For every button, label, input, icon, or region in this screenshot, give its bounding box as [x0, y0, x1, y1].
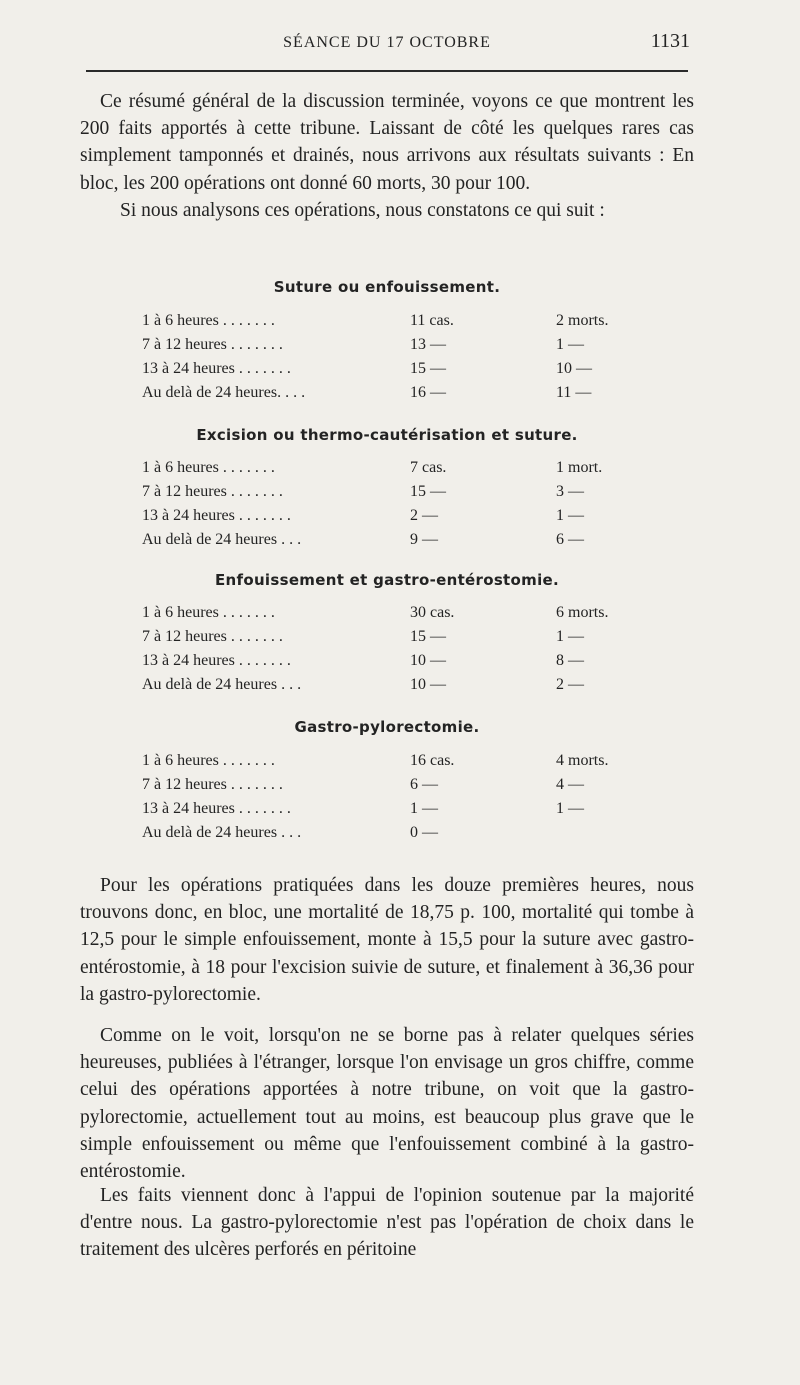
row-label: 7 à 12 heures . . . . . . . [142, 336, 283, 353]
row-label: 13 à 24 heures . . . . . . . [142, 507, 291, 524]
table-row [0, 504, 800, 528]
row-cases: 6 — [410, 776, 438, 793]
table-row [0, 673, 800, 697]
row-cases: 13 — [410, 336, 446, 353]
running-head [84, 28, 690, 58]
paragraph-comparison: Comme on le voit, lorsqu'on ne se borne pas à relater quelques séries heureuses, publiées à l'étranger, lorsque l'on envisage un gros chiffre, comme celui des opérations apportées à notre tribune, on voit que la gastro-pylorectomie, actuellement tout au moins, est beaucoup plus grave que le simple enfouissement ou même que l'enfouissement combiné à la gastro-entérostomie. [80, 1025, 694, 1183]
row-label: 13 à 24 heures . . . . . . . [142, 360, 291, 377]
table-row [0, 601, 800, 625]
row-label: Au delà de 24 heures . . . [142, 676, 302, 693]
row-deaths: 2 — [556, 676, 584, 693]
row-label: 1 à 6 heures . . . . . . . [142, 312, 275, 329]
row-deaths: 1 — [556, 507, 584, 524]
row-deaths: 8 — [556, 652, 584, 669]
paragraph-text: Ce résumé général de la discussion terminée, voyons ce que montrent les 200 faits apportés à cette tribune. Laissant de côté les quelques rares cas simplement tamponnés et drainés, nous arrivons aux résultats suivants : En bloc, les 200 opérations ont donné 60 morts, 30 pour 100. [80, 91, 694, 194]
row-deaths: 1 mort. [556, 459, 603, 476]
row-deaths: 6 — [556, 531, 584, 548]
row-cases: 15 — [410, 360, 446, 377]
table-row [0, 456, 800, 480]
row-deaths: 3 — [556, 483, 584, 500]
row-deaths: 6 morts. [556, 604, 609, 621]
table-row [0, 357, 800, 381]
table-row [0, 749, 800, 773]
row-cases: 7 cas. [410, 459, 447, 476]
row-label: 7 à 12 heures . . . . . . . [142, 628, 283, 645]
row-deaths: 2 morts. [556, 312, 609, 329]
row-label: 7 à 12 heures . . . . . . . [142, 483, 283, 500]
row-cases: 10 — [410, 676, 446, 693]
table-title: Suture ou enfouissement. [273, 278, 501, 296]
row-cases: 9 — [410, 531, 438, 548]
row-label: 13 à 24 heures . . . . . . . [142, 800, 291, 817]
table-row [0, 381, 800, 405]
row-cases: 16 — [410, 384, 446, 401]
row-deaths: 4 — [556, 776, 584, 793]
page-number: 1131 [650, 30, 690, 52]
row-label: 1 à 6 heures . . . . . . . [142, 459, 275, 476]
table-row [0, 480, 800, 504]
row-cases: 30 cas. [410, 604, 455, 621]
table-row [0, 528, 800, 552]
table-row [0, 309, 800, 333]
header-rule [86, 70, 688, 72]
row-cases: 0 — [410, 824, 438, 841]
paragraph-conclusion: Les faits viennent donc à l'appui de l'opinion soutenue par la majorité d'entre nous. La gastro-pylorectomie n'est pas l'opération de choix dans le traitement des ulcères perforés en péritoine [80, 1185, 694, 1261]
table-row [0, 625, 800, 649]
row-cases: 15 — [410, 483, 446, 500]
row-cases: 11 cas. [410, 312, 454, 329]
row-cases: 16 cas. [410, 752, 455, 769]
row-deaths: 1 — [556, 800, 584, 817]
row-deaths: 11 — [556, 384, 592, 401]
row-deaths: 1 — [556, 336, 584, 353]
row-label: 1 à 6 heures . . . . . . . [142, 604, 275, 621]
row-label: 1 à 6 heures . . . . . . . [142, 752, 275, 769]
table-row [0, 821, 800, 845]
table-row [0, 773, 800, 797]
row-cases: 2 — [410, 507, 438, 524]
row-label: 13 à 24 heures . . . . . . . [142, 652, 291, 669]
table-title: Excision ou thermo-cautérisation et suture. [196, 426, 578, 444]
row-label: Au delà de 24 heures . . . [142, 531, 302, 548]
paragraph-text: Si nous analysons ces opérations, nous constatons ce qui suit : [120, 199, 605, 221]
row-label: 7 à 12 heures . . . . . . . [142, 776, 283, 793]
row-label: Au delà de 24 heures . . . [142, 824, 302, 841]
table-title: Enfouissement et gastro-entérostomie. [215, 571, 559, 589]
row-cases: 15 — [410, 628, 446, 645]
running-title: SÉANCE DU 17 OCTOBRE [283, 34, 491, 51]
paragraph-intro [80, 88, 694, 224]
row-deaths: 1 — [556, 628, 584, 645]
table-title: Gastro-pylorectomie. [294, 718, 480, 736]
row-cases: 10 — [410, 652, 446, 669]
table-row [0, 797, 800, 821]
row-label: Au delà de 24 heures. . . . [142, 384, 306, 401]
row-deaths: 10 — [556, 360, 592, 377]
row-deaths: 4 morts. [556, 752, 609, 769]
paragraph-mortality: Pour les opérations pratiquées dans les douze premières heures, nous trouvons donc, en bloc, une mortalité de 18,75 p. 100, mortalité qui tombe à 12,5 pour le simple enfouissement, monte à 15,5 pour la suture avec gastro-entérostomie, à 18 pour l'excision suivie de suture, et finalement à 36,36 pour la gastro-pylorectomie. [80, 875, 694, 1005]
row-cases: 1 — [410, 800, 438, 817]
table-row [0, 333, 800, 357]
table-row [0, 649, 800, 673]
